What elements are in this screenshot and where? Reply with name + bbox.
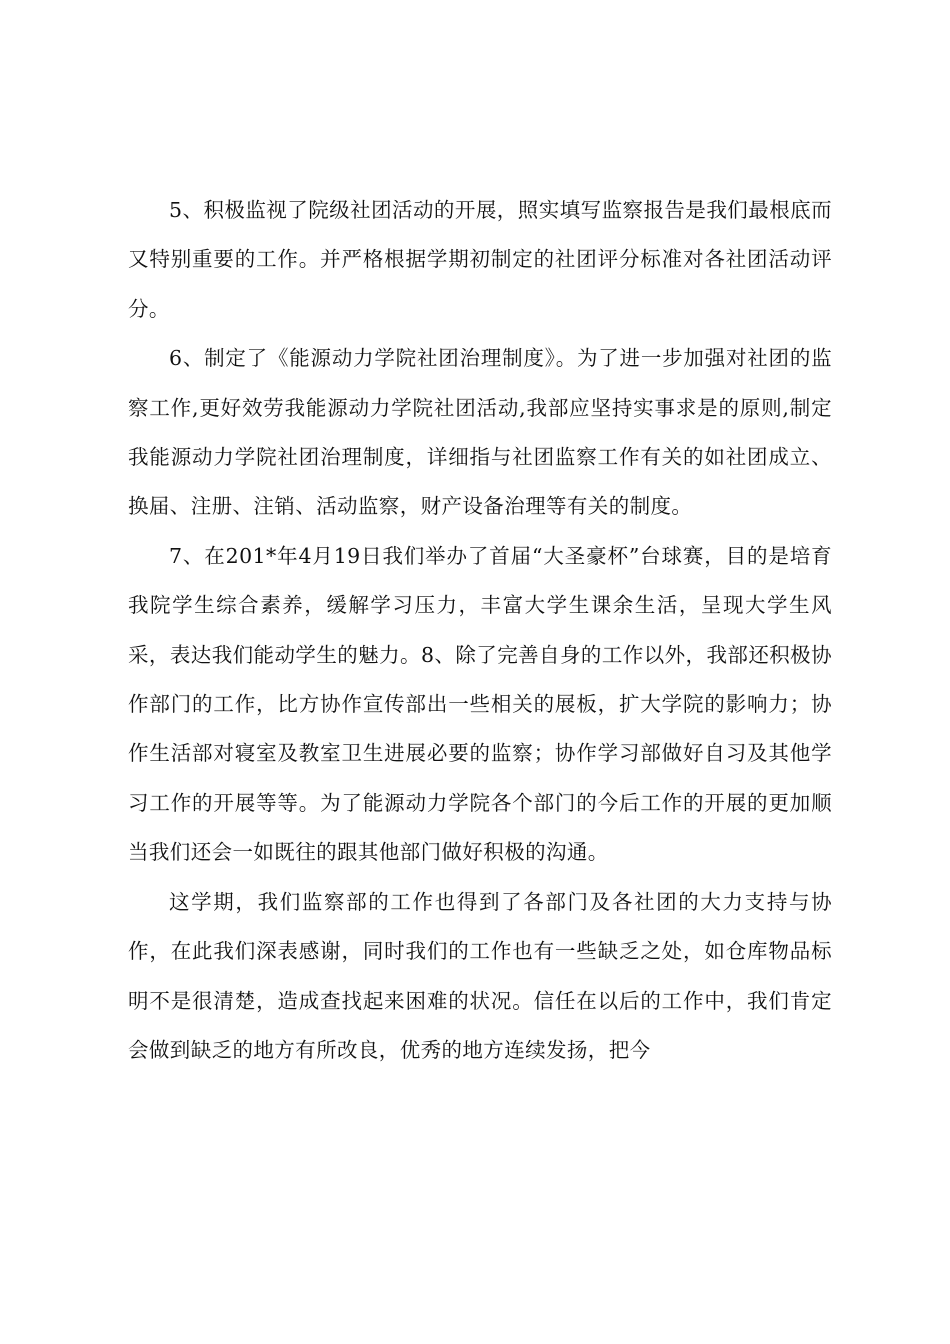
paragraph-summary: 这学期，我们监察部的工作也得到了各部门及各社团的大力支持与协作，在此我们深表感谢，同时我们的工作也有一些缺乏之处，如仓库物品标明不是很清楚，造成查找起来困难的状况。信任在以后的工作中，我们肯定会做到缺乏的地方有所改良，优秀的地方连续发扬，把今 (128, 889, 832, 1062)
paragraph-item-6: 6、制定了《能源动力学院社团治理制度》。为了进一步加强对社团的监察工作,更好效劳我能源动力学院社团活动,我部应坚持实事求是的原则,制定我能源动力学院社团治理制度，详细指与社团监察工作有关的如社团成立、换届、注册、注销、活动监察，财产设备治理等有关的制度。 (128, 346, 832, 519)
document-body (128, 186, 832, 1075)
paragraph-item-5: 5、积极监视了院级社团活动的开展，照实填写监察报告是我们最根底而又特别重要的工作。并严格根据学期初制定的社团评分标准对各社团活动评分。 (128, 198, 832, 321)
paragraph-item-7-8: 7、在201*年4月19日我们举办了首届“大圣豪杯”台球赛，目的是培育我院学生综合素养，缓解学习压力，丰富大学生课余生活，呈现大学生风采，表达我们能动学生的魅力。8、除了完善自身的工作以外，我部还积极协作部门的工作，比方协作宣传部出一些相关的展板，扩大学院的影响力；协作生活部对寝室及教室卫生进展必要的监察；协作学习部做好自习及其他学习工作的开展等等。为了能源动力学院各个部门的今后工作的开展的更加顺当我们还会一如既往的跟其他部门做好积极的沟通。 (128, 543, 832, 865)
